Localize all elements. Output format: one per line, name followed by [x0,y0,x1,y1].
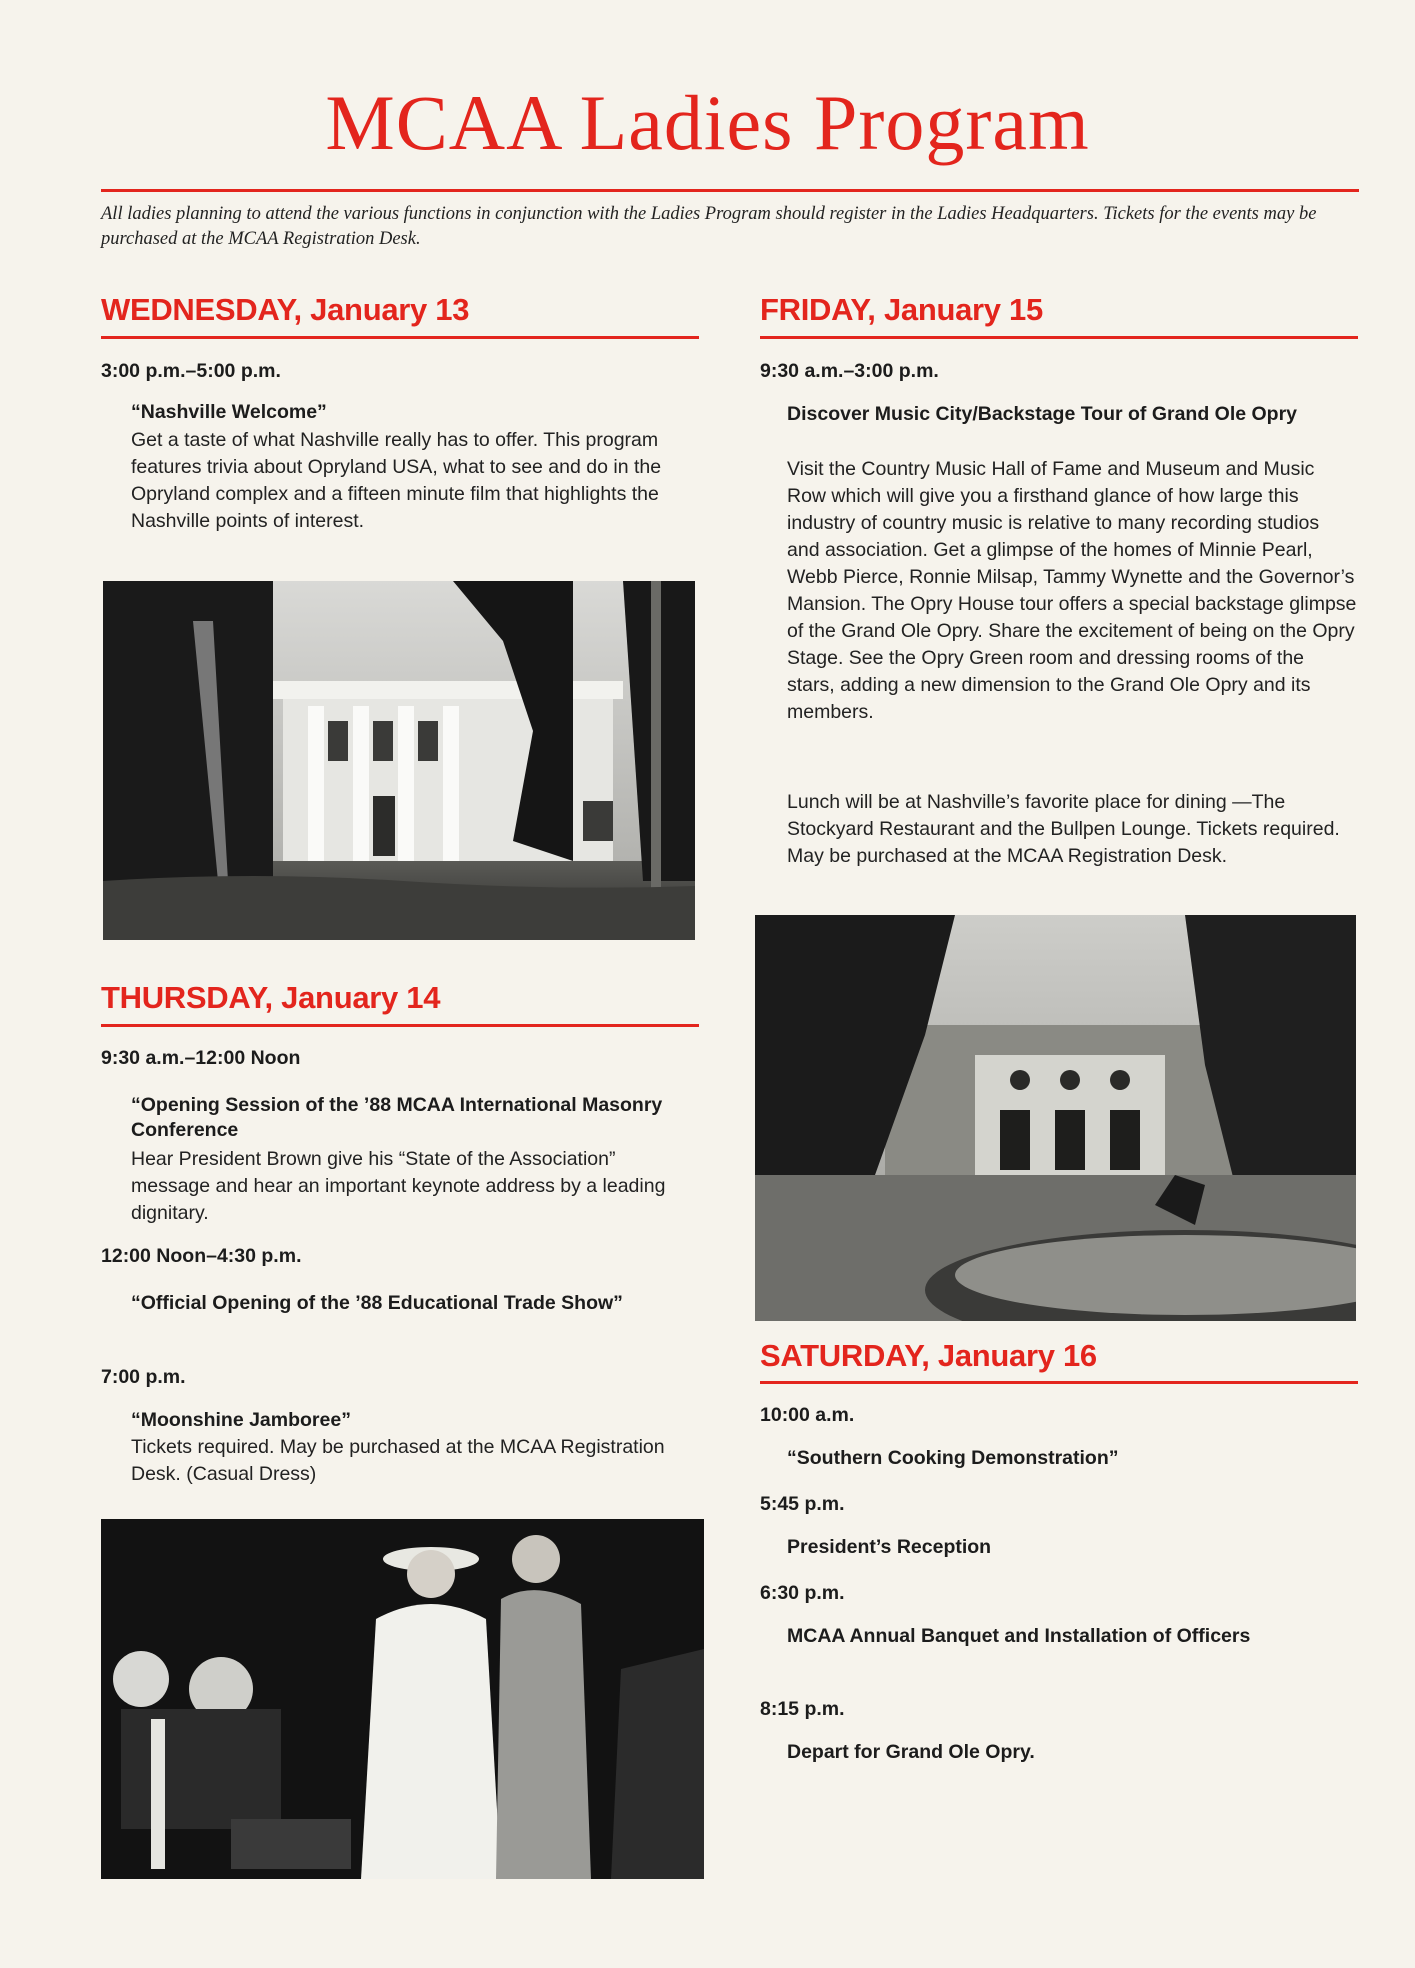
event-time: 5:45 p.m. [760,1493,845,1515]
event-description: Visit the Country Music Hall of Fame and Museum and Music Row which will give you a firsthand glance of how large this industry of country music is relative to many recording studios and association. Get a glimpse of the homes of Minnie Pearl, Webb Pierce, Ronnie Milsap, Tammy Wynette and the Governor’s Mansion. The Opry House tour offers a special backstage glimpse of the Grand Ole Opry. Share the excitement of being on the Opry Stage. See the Opry Green room and dressing rooms of the stars, adding a new dimension to the Grand Ole Opry and its members. [787,458,1357,723]
event-description: Get a taste of what Nashville really has to offer. This program features trivia about Opryland USA, what to see and do in the Opryland complex and a fifteen minute film that highlights the Nashville points of interest. [131,429,662,532]
event-title: President’s Reception [787,1536,992,1558]
event-time: 6:30 p.m. [760,1582,845,1604]
thursday-divider [101,1024,699,1027]
day-name: THURSDAY, [101,980,273,1015]
page-title: MCAA Ladies Program [325,79,1090,166]
mansion-photo [103,581,695,940]
friday-heading [760,292,1043,328]
day-date: January 15 [875,292,1043,327]
event-title: “Moonshine Jamboree” [131,1409,351,1431]
intro-text: All ladies planning to attend the various functions in conjunction with the Ladies Program should register in the Ladies Headquarters. Tickets for the events may be purchased at the MCAA Registration Desk. [101,204,1317,249]
title-divider [101,189,1359,192]
event-time: 9:30 a.m.–3:00 p.m. [760,360,939,382]
event-time: 9:30 a.m.–12:00 Noon [101,1047,301,1069]
event-time: 12:00 Noon–4:30 p.m. [101,1245,302,1267]
event-description-lunch: Lunch will be at Nashville’s favorite place for dining —The Stockyard Restaurant and the Bullpen Lounge. Tickets required. May be purchased at the MCAA Registration Desk. [787,791,1340,867]
event-title: Discover Music City/Backstage Tour of Grand Ole Opry [787,403,1298,425]
day-date: January 13 [301,292,470,327]
day-name: FRIDAY, [760,292,876,327]
event-title: “Southern Cooking Demonstration” [787,1447,1119,1469]
governors-mansion-photo [755,915,1356,1321]
event-title: MCAA Annual Banquet and Installation of Officers [787,1625,1251,1647]
day-name: WEDNESDAY, [101,292,302,327]
event-description: Tickets required. May be purchased at the MCAA Registration Desk. (Casual Dress) [131,1436,665,1485]
day-date: January 14 [272,980,441,1015]
event-time: 8:15 p.m. [760,1698,845,1720]
event-title: “Opening Session of the ’88 MCAA International Masonry Conference [131,1094,663,1141]
wednesday-divider [101,336,699,339]
thursday-heading [101,980,440,1016]
event-title: “Official Opening of the ’88 Educational Trade Show” [131,1292,623,1314]
event-time: 10:00 a.m. [760,1404,855,1426]
event-title: “Nashville Welcome” [131,401,327,423]
saturday-heading [760,1338,1097,1374]
saturday-divider [760,1381,1358,1384]
event-time: 3:00 p.m.–5:00 p.m. [101,360,281,382]
event-description: Hear President Brown give his “State of the Association” message and hear an important keynote address by a leading dignitary. [131,1148,666,1224]
wednesday-heading [101,292,469,328]
event-title: Depart for Grand Ole Opry. [787,1741,1035,1763]
day-date: January 16 [929,1338,1097,1373]
stage-performers-photo [101,1519,704,1879]
event-time: 7:00 p.m. [101,1366,186,1388]
day-name: SATURDAY, [760,1338,930,1373]
friday-divider [760,336,1358,339]
